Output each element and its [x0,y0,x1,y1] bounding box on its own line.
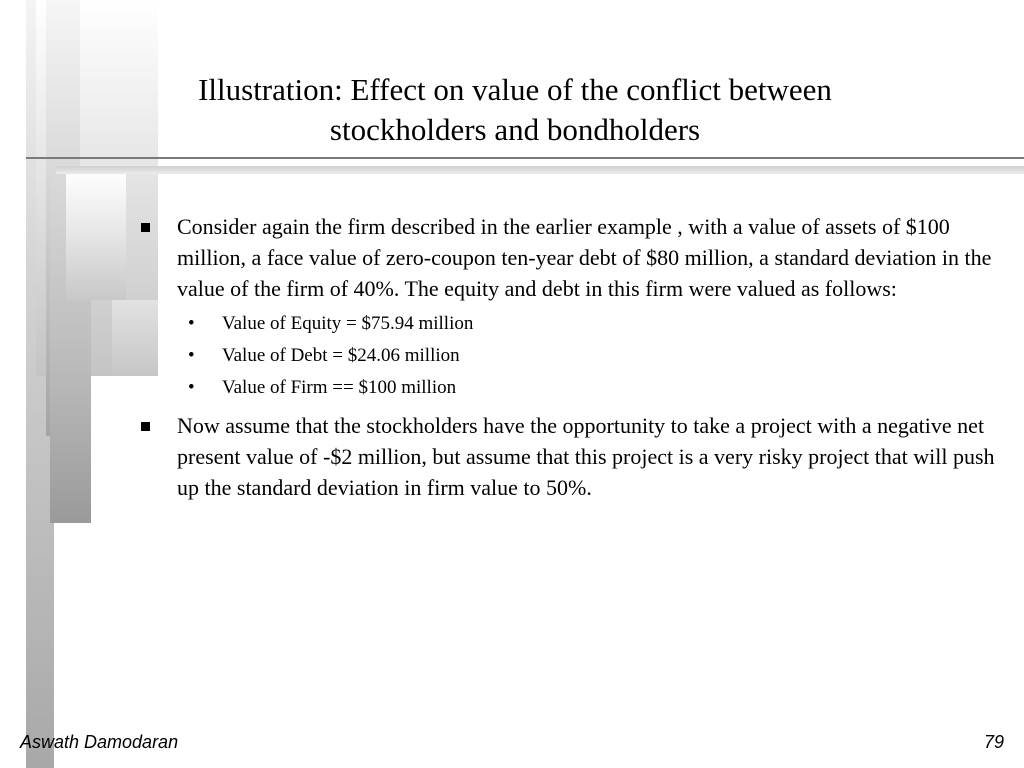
bullet-text: Consider again the firm described in the earlier example , with a value of assets of $100 million, a face value of zero-coupon ten-year debt of $80 million, a standard deviation in the value of the firm of 40%. The equity and debt in this firm were valued as follows: [177,214,992,301]
sub-bullet-debt [140,342,1000,370]
title-divider-shadow [56,166,1024,174]
slide-title-line-1: Illustration: Effect on value of the conflict between [198,72,832,107]
slide-title [160,70,870,150]
sub-bullet-text: Value of Firm == $100 million [222,377,457,398]
bullet-firm-example [140,211,1000,304]
square-bullet-icon [141,223,150,232]
footer-author: Aswath Damodaran [20,732,179,752]
title-divider [26,157,1024,159]
dot-bullet-icon: • [188,313,195,334]
dot-bullet-icon: • [188,345,195,366]
bullet-text: Now assume that the stockholders have the opportunity to take a project with a negative net present value of -$2 million, but assume that this project is a very risky project that will push up the standard deviation in firm value to 50%. [177,413,995,500]
slide-title-line-2: stockholders and bondholders [329,112,701,147]
page-number: 79 [983,732,1004,752]
sub-bullet-list [140,310,1000,402]
slide-body [140,211,1000,509]
square-bullet-icon [141,422,150,431]
sub-bullet-text: Value of Equity = $75.94 million [222,313,474,334]
sub-bullet-firm [140,374,1000,402]
sub-bullet-equity [140,310,1000,338]
decorative-bar [66,170,126,300]
bullet-risky-project [140,410,1000,503]
sub-bullet-text: Value of Debt = $24.06 million [222,345,460,366]
dot-bullet-icon: • [188,377,195,398]
